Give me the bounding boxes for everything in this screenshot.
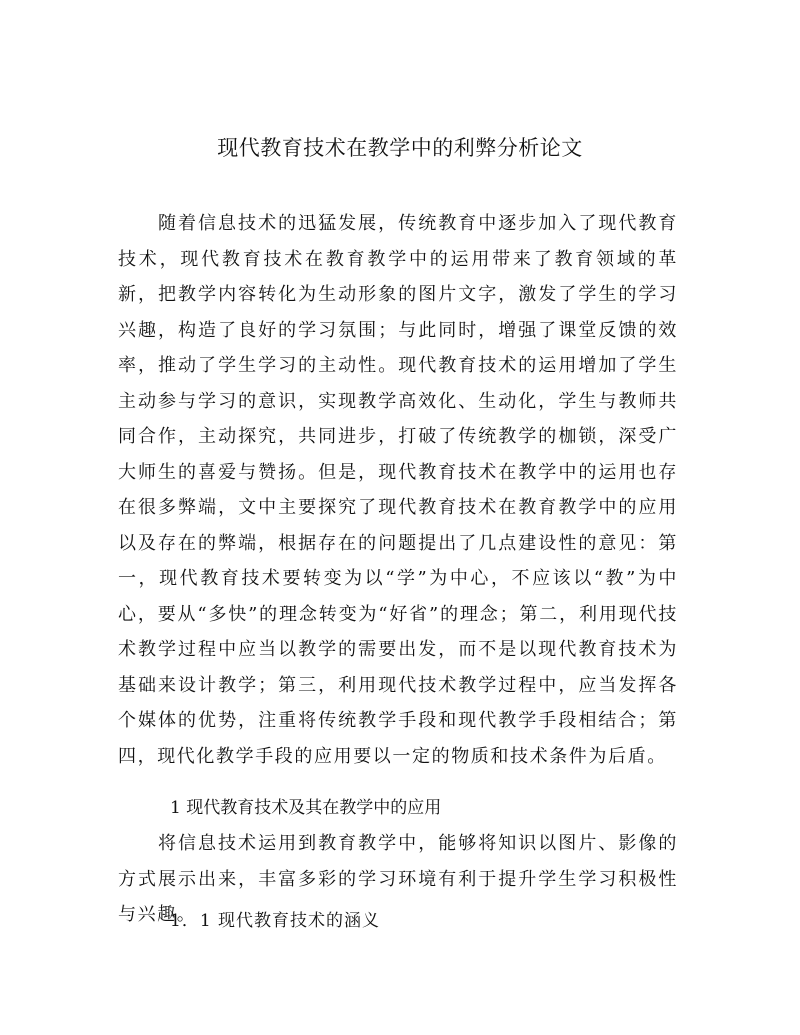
document-title: 现代教育技术在教学中的利弊分析论文 — [217, 136, 583, 160]
section-1-1-heading: 1．1 现代教育技术的涵义 — [170, 911, 381, 931]
section-1-heading: 1 现代教育技术及其在教学中的应用 — [170, 798, 442, 818]
section-1-paragraph: 将信息技术运用到教育教学中，能够将知识以图片、影像的方式展示出来，丰富多彩的学习环境有利于提升学生学习积极性与兴趣。 — [118, 833, 678, 925]
abstract-paragraph: 随着信息技术的迅猛发展，传统教育中逐步加入了现代教育技术，现代教育技术在教育教学中的运用带来了教育领域的革新，把教学内容转化为生动形象的图片文字，激发了学生的学习兴趣，构造了良好的学习氛围；与此同时，增强了课堂反馈的效率，推动了学生学习的主动性。现代教育技术的运用增加了学生主动参与学习的意识，实现教学高效化、生动化，学生与教师共同合作，主动探究，共同进步，打破了传统教学的枷锁，深受广大师生的喜爱与赞扬。但是，现代教育技术在教学中的运用也存在很多弊端，文中主要探究了现代教育技术在教育教学中的应用以及存在的弊端，根据存在的问题提出了几点建设性的意见：第一，现代教育技术要转变为以“学”为中心，不应该以“教”为中心，要从“多快”的理念转变为“好省”的理念；第二，利用现代技术教学过程中应当以教学的需要出发，而不是以现代教育技术为基础来设计教学；第三，利用现代技术教学过程中，应当发挥各个媒体的优势，注重将传统教学手段和现代教学手段相结合；第四，现代化教学手段的应用要以一定的物质和技术条件为后盾。 — [118, 213, 678, 767]
